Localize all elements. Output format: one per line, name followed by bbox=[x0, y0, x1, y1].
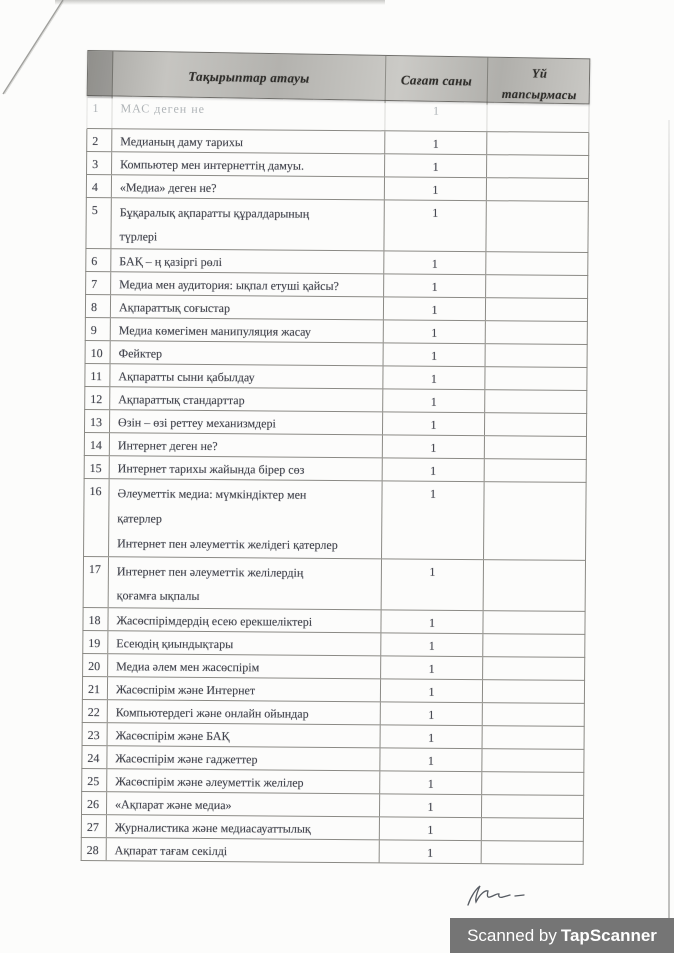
hours-cell: 1 bbox=[381, 610, 483, 633]
hours-cell: 1 bbox=[380, 748, 482, 771]
hours-cell: 1 bbox=[381, 725, 483, 748]
row-number: 19 bbox=[83, 631, 108, 653]
topic-line: Әлеуметтік медиа: мүмкіндіктер мен bbox=[117, 486, 307, 502]
homework-cell bbox=[487, 155, 590, 178]
topic-line: МАС деген не bbox=[120, 101, 206, 116]
topic-line: Компьютер мен интернеттің дамуы. bbox=[120, 157, 305, 173]
row-number: 16 bbox=[84, 479, 110, 556]
hours-cell: 1 bbox=[383, 412, 485, 435]
row-number: 3 bbox=[87, 152, 112, 174]
topic-line: Медиа мен аудитория: ықпал етуші қайсы? bbox=[119, 277, 339, 293]
topic-cell bbox=[108, 723, 381, 747]
topic-line: Жасөспірім және әлеуметтік желілер bbox=[115, 774, 304, 790]
homework-cell bbox=[485, 459, 588, 482]
row-number: 2 bbox=[87, 129, 112, 151]
topic-cell bbox=[107, 746, 380, 770]
row-number: 21 bbox=[83, 677, 108, 699]
topic-cell bbox=[111, 198, 384, 250]
homework-cell bbox=[483, 611, 586, 634]
row-number: 25 bbox=[82, 769, 107, 791]
topic-line: Ақпаратты сыни қабылдау bbox=[118, 369, 255, 385]
topic-cell bbox=[109, 479, 383, 558]
homework-cell bbox=[485, 413, 588, 436]
hours-cell: 1 bbox=[384, 200, 486, 251]
topic-line: БАҚ – ң қазіргі рөлі bbox=[119, 254, 223, 270]
hours-cell: 1 bbox=[381, 702, 483, 725]
homework-cell bbox=[483, 680, 586, 703]
hours-cell: 1 bbox=[383, 435, 485, 458]
topic-cell bbox=[108, 631, 381, 655]
homework-cell bbox=[483, 703, 586, 726]
topic-line: Журналистика және медиасауаттылық bbox=[114, 820, 311, 836]
topic-cell bbox=[110, 456, 383, 480]
table-row bbox=[81, 838, 584, 865]
row-number: 9 bbox=[86, 318, 111, 340]
table-row bbox=[83, 557, 586, 612]
topic-line: қатерлер bbox=[117, 511, 162, 526]
topic-line: Интернет пен әлеуметтік желідегі қатерлер bbox=[117, 536, 338, 552]
topic-cell bbox=[112, 175, 385, 199]
topic-cell bbox=[111, 341, 384, 365]
hours-cell: 1 bbox=[380, 840, 482, 863]
table-row bbox=[85, 198, 588, 253]
topic-cell bbox=[111, 272, 384, 296]
homework-cell bbox=[486, 344, 589, 367]
hours-cell: 1 bbox=[383, 366, 485, 389]
homework-cell bbox=[483, 634, 586, 657]
homework-cell bbox=[482, 772, 585, 795]
homework-cell bbox=[486, 298, 589, 321]
topic-line: Жасөспірімдердің есею ерекшеліктері bbox=[116, 613, 313, 629]
row-number: 22 bbox=[83, 700, 108, 722]
topic-cell bbox=[107, 838, 380, 862]
watermark-prefix-text: Scanned by bbox=[467, 925, 557, 945]
topic-cell bbox=[109, 557, 382, 609]
topic-cell bbox=[108, 608, 381, 632]
row-number: 27 bbox=[82, 815, 107, 837]
topic-line: Өзін – өзі реттеу механизмдері bbox=[118, 415, 276, 431]
homework-cell bbox=[482, 841, 585, 864]
topic-line: Бұқаралық ақпаратты құралдарының bbox=[119, 205, 310, 221]
page-fold-crease-line bbox=[0, 0, 80, 110]
topic-line: түрлері bbox=[119, 229, 158, 244]
topic-line: Фейктер bbox=[118, 346, 163, 361]
topic-line: «Медиа» деген не? bbox=[119, 180, 217, 196]
row-number: 11 bbox=[85, 364, 110, 386]
scan-edge-smudge bbox=[55, 0, 385, 5]
row-number: 13 bbox=[85, 410, 110, 432]
topic-cell bbox=[112, 129, 385, 153]
header-homework-line2: тапсырмасы bbox=[501, 86, 577, 103]
homework-cell bbox=[483, 657, 586, 680]
hours-cell: 1 bbox=[384, 343, 486, 366]
topic-cell bbox=[108, 677, 381, 701]
topic-cell bbox=[107, 792, 380, 816]
hours-cell: 1 bbox=[383, 389, 485, 412]
topic-line: Медиа көмегімен манипуляция жасау bbox=[118, 323, 311, 339]
row-number: 10 bbox=[86, 341, 111, 363]
header-hours-label: Сағат саны bbox=[386, 56, 489, 105]
topic-line: Медианың даму тарихы bbox=[120, 134, 244, 150]
topic-line: Есеюдің қиындықтары bbox=[116, 636, 234, 652]
header-homework-line1: Үй bbox=[531, 66, 548, 81]
topics-table bbox=[81, 50, 590, 865]
row-number: 14 bbox=[85, 433, 110, 455]
homework-cell bbox=[483, 726, 586, 749]
hours-cell: 1 bbox=[384, 320, 486, 343]
row-number: 26 bbox=[82, 792, 107, 814]
row-number: 17 bbox=[84, 557, 109, 607]
header-number-cell bbox=[88, 51, 114, 98]
homework-cell bbox=[487, 178, 590, 201]
hours-cell: 1 bbox=[384, 297, 486, 320]
homework-cell bbox=[485, 367, 588, 390]
header-topic-label: Тақырыптар атауы bbox=[113, 51, 387, 103]
row-number: 20 bbox=[83, 654, 108, 676]
topic-cell bbox=[112, 152, 385, 176]
hours-cell: 1 bbox=[383, 458, 485, 481]
topic-line: Интернет пен әлеуметтік желілердің bbox=[116, 564, 304, 580]
hours-cell: 1 bbox=[380, 817, 482, 840]
row-number: 12 bbox=[85, 387, 110, 409]
hours-cell: 1 bbox=[384, 274, 486, 297]
topic-line: Ақпараттық соғыстар bbox=[118, 300, 231, 316]
topic-cell bbox=[110, 364, 383, 388]
hours-cell: 1 bbox=[385, 154, 487, 177]
topic-cell bbox=[110, 387, 383, 411]
hours-cell: 1 bbox=[384, 251, 486, 274]
topic-cell bbox=[111, 295, 384, 319]
topic-cell bbox=[110, 410, 383, 434]
homework-cell bbox=[482, 795, 585, 818]
topic-cell bbox=[111, 318, 384, 342]
table-header-row bbox=[87, 50, 591, 104]
homework-cell bbox=[482, 749, 585, 772]
hours-cell: 1 bbox=[381, 656, 483, 679]
homework-cell bbox=[484, 482, 588, 560]
topic-line: Ақпарат тағам секілді bbox=[114, 843, 228, 859]
handwritten-mark bbox=[452, 880, 542, 910]
homework-cell bbox=[486, 321, 589, 344]
row-number: 7 bbox=[86, 272, 111, 294]
topic-line: Компьютердегі және онлайн ойындар bbox=[115, 705, 309, 721]
homework-cell bbox=[485, 390, 588, 413]
homework-cell bbox=[486, 275, 589, 298]
table-body bbox=[81, 96, 590, 865]
topic-line: Жасөспірім және гаджеттер bbox=[115, 751, 258, 767]
topic-cell bbox=[107, 815, 380, 839]
topic-line: «Ақпарат және медиа» bbox=[115, 797, 232, 813]
row-number: 15 bbox=[85, 456, 110, 478]
hours-cell: 1 bbox=[385, 131, 487, 154]
topic-line: Жасөспірім және БАҚ bbox=[115, 728, 230, 744]
topic-line: Жасөспірім және Интернет bbox=[115, 682, 256, 698]
homework-cell bbox=[486, 252, 589, 275]
row-number: 6 bbox=[86, 249, 111, 271]
row-number: 1 bbox=[87, 96, 112, 128]
topic-line: Ақпараттық стандарттар bbox=[118, 392, 245, 408]
topic-cell bbox=[111, 249, 384, 273]
header-homework-label bbox=[488, 58, 592, 107]
topic-cell bbox=[107, 769, 380, 793]
homework-cell bbox=[487, 132, 590, 155]
row-number: 18 bbox=[83, 608, 108, 630]
topic-cell bbox=[110, 433, 383, 457]
row-number: 24 bbox=[82, 746, 107, 768]
hours-cell: 1 bbox=[381, 633, 483, 656]
hours-cell: 1 bbox=[380, 794, 482, 817]
homework-cell bbox=[486, 201, 589, 252]
topic-cell bbox=[108, 700, 381, 724]
row-number: 8 bbox=[86, 295, 111, 317]
hours-cell: 1 bbox=[380, 771, 482, 794]
topic-line: Интернет тарихы жайында бірер сөз bbox=[117, 461, 305, 477]
hours-cell: 1 bbox=[385, 98, 487, 131]
table-row bbox=[83, 479, 587, 561]
homework-cell bbox=[484, 560, 587, 611]
paper-edge-shadow bbox=[668, 120, 670, 953]
homework-cell bbox=[485, 436, 588, 459]
tapscanner-watermark bbox=[450, 918, 674, 953]
hours-cell: 1 bbox=[385, 177, 487, 200]
hours-cell: 1 bbox=[382, 559, 484, 610]
hours-cell: 1 bbox=[382, 481, 485, 559]
hours-cell: 1 bbox=[381, 679, 483, 702]
topic-line: Медиа әлем мен жасөспірім bbox=[116, 659, 260, 675]
homework-cell bbox=[482, 818, 585, 841]
watermark-brand-text: TapScanner bbox=[560, 925, 657, 945]
row-number: 4 bbox=[87, 175, 112, 197]
topic-line: Интернет деген не? bbox=[117, 438, 218, 454]
topic-line: қоғамға ықпалы bbox=[116, 588, 200, 603]
topic-cell bbox=[108, 654, 381, 678]
row-number: 23 bbox=[83, 723, 108, 745]
row-number: 28 bbox=[82, 838, 107, 860]
row-number: 5 bbox=[86, 198, 111, 248]
